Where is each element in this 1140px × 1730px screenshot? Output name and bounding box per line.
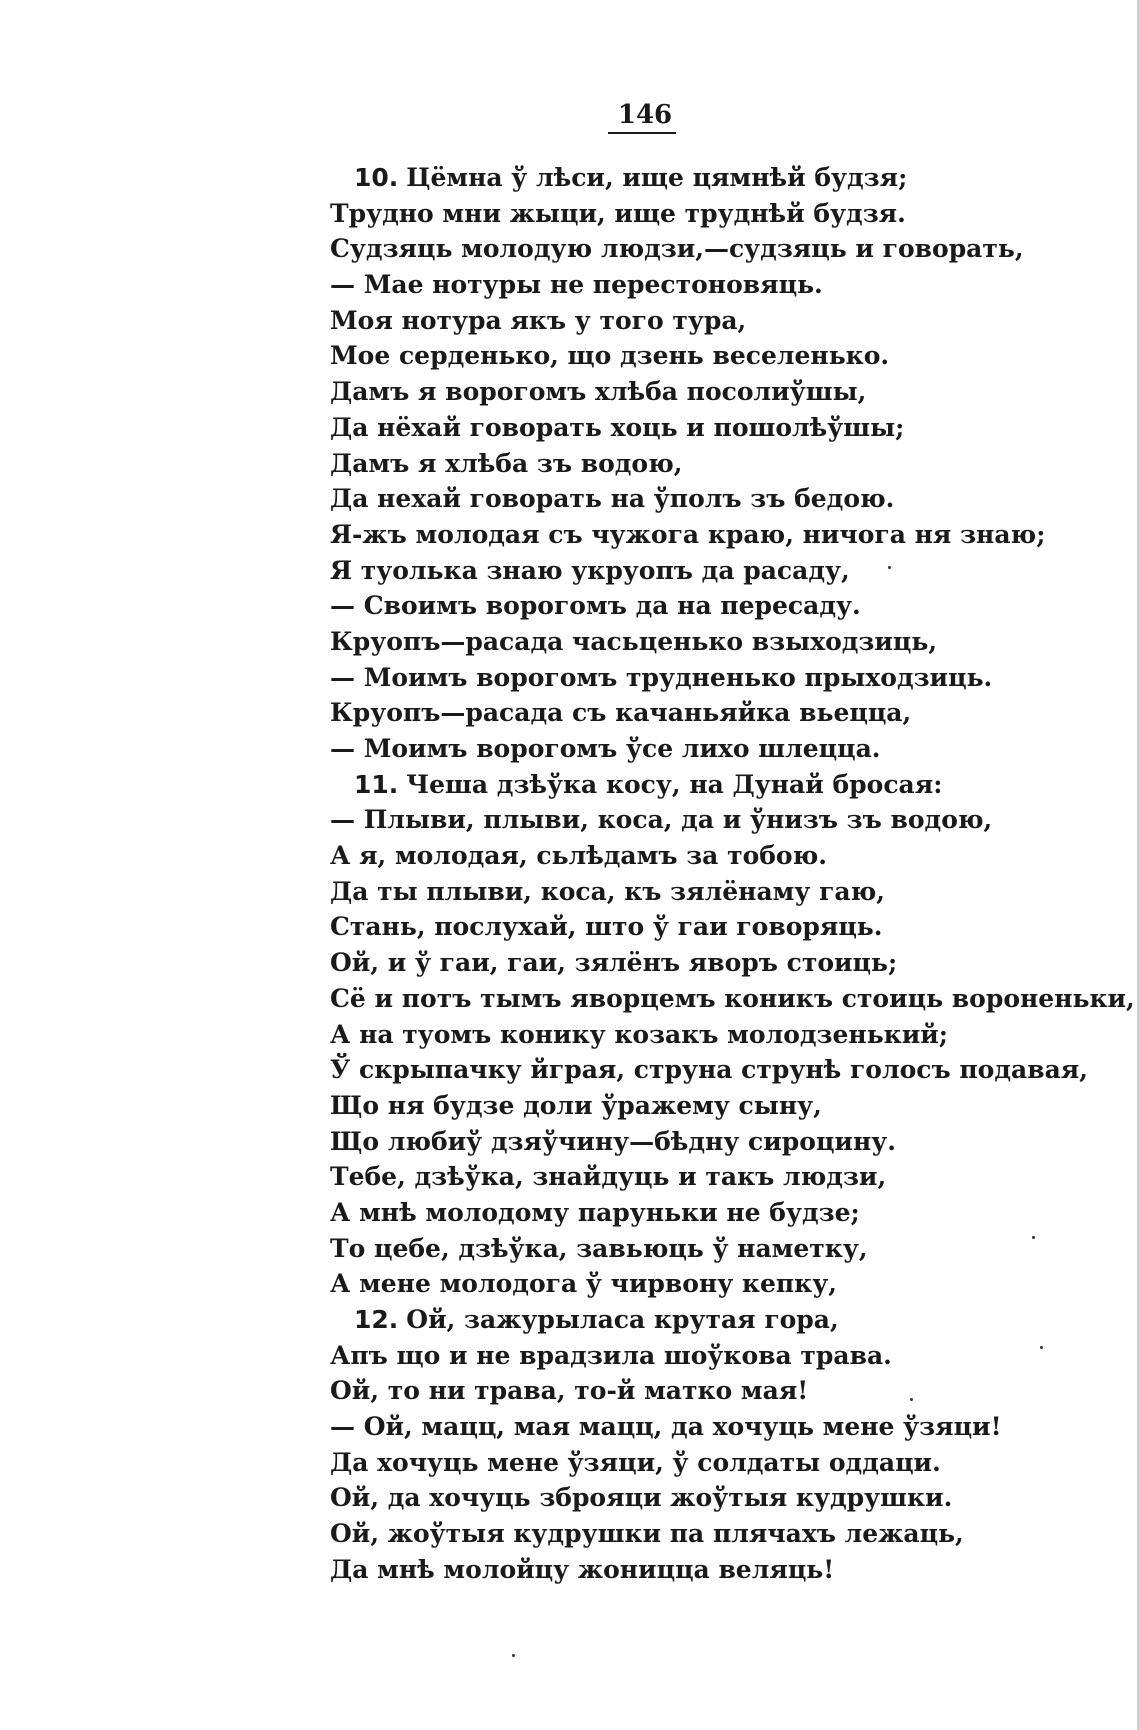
text-line <box>330 517 1046 553</box>
text-line <box>330 945 1030 981</box>
line-text: Круопъ—расада съ качаньяйка вьецца, <box>330 698 912 728</box>
line-text: — Мае нотуры не перестоновяць. <box>330 270 823 300</box>
line-text: Да нёхай говорать хоць и пошолѣўшы; <box>330 412 905 442</box>
line-text: Судзяць молодую людзи,—судзяць и говорать, <box>330 234 1024 264</box>
line-text: — Ой, мацц, мая мацц, да хочуць мене ўзяци! <box>330 1412 1002 1442</box>
text-line <box>330 267 1030 303</box>
print-speck <box>1040 1346 1043 1349</box>
line-text: — Плыви, плыви, коса, да и ўнизъ зъ водою, <box>330 805 993 835</box>
line-text: — Моимъ ворогомъ ўсе лихо шлецца. <box>330 734 881 763</box>
text-line <box>330 1088 1030 1124</box>
stanza-number: 12. <box>354 1305 399 1334</box>
text-line <box>330 695 1030 731</box>
line-text: Круопъ—расада часьценько взыходзиць, <box>330 626 938 656</box>
text-line <box>330 1445 1030 1481</box>
line-text: Мое серденько, що дзень веселенько. <box>330 341 890 371</box>
line-text: Я туолька знаю укруопъ да расаду, <box>330 555 850 585</box>
text-line <box>330 874 1030 910</box>
stanza-start-line <box>330 1302 1030 1338</box>
text-line <box>330 731 1030 767</box>
line-text: Ой, то ни трава, то-й матко мая! <box>330 1376 809 1406</box>
text-line <box>330 624 1030 660</box>
text-line <box>330 838 1030 874</box>
line-text: Чеша дзѣўка косу, на Дунай бросая: <box>406 769 943 799</box>
line-text: Трудно мни жыци, ище труднѣй будзя. <box>330 198 906 228</box>
text-line <box>330 1516 1030 1552</box>
text-line <box>330 1017 1030 1053</box>
line-text: А мене молодога ў чирвону кепку, <box>330 1269 837 1299</box>
text-line <box>330 588 1030 624</box>
stanza-start-line <box>330 160 1030 196</box>
text-line <box>330 909 1030 945</box>
line-text: Дамъ я ворогомъ хлѣба посолиўшы, <box>330 377 867 407</box>
line-text: Ой, и ў гаи, гаи, зялёнъ яворъ стоиць; <box>330 948 898 978</box>
print-speck <box>888 566 891 569</box>
line-text: Да нехай говорать на ўполъ зъ бедою. <box>330 484 895 514</box>
line-text: Тебе, дзѣўка, знайдуць и такъ людзи, <box>330 1162 887 1192</box>
text-line <box>330 981 1135 1017</box>
text-line <box>330 410 1030 446</box>
line-text: То цебе, дзѣўка, завьюць ў наметку, <box>330 1233 868 1263</box>
text-line <box>330 660 1030 696</box>
line-text: Моя нотура якъ у того тура, <box>330 305 747 335</box>
line-text: А я, молодая, сьлѣдамъ за тобою. <box>330 841 827 871</box>
poem-text <box>330 160 1135 1588</box>
text-line <box>330 374 1030 410</box>
text-line <box>330 303 1030 339</box>
text-line <box>330 1159 1030 1195</box>
line-text: Дамъ я хлѣба зъ водою, <box>330 448 683 478</box>
line-text: Ой, жоўтыя кудрушки па плячахъ лежаць, <box>330 1519 964 1549</box>
text-line <box>330 1195 1030 1231</box>
line-text: Да хочуць мене ўзяци, ў солдаты оддаци. <box>330 1447 941 1477</box>
line-text: Що ня будзе доли ўражему сыну, <box>330 1090 822 1120</box>
line-text: Що любиў дзяўчину—бѣдну сироцину. <box>330 1126 896 1156</box>
text-line <box>330 1338 1030 1374</box>
line-text: Ў скрыпачку йграя, струна струнѣ голосъ подавая, <box>330 1055 1088 1085</box>
text-line <box>330 338 1030 374</box>
print-speck <box>512 1654 515 1657</box>
text-line <box>330 1052 1088 1088</box>
text-line <box>330 481 1030 517</box>
text-line <box>330 1552 1030 1588</box>
text-line <box>330 1409 1030 1445</box>
line-text: Стань, послухай, што ў гаи говоряць. <box>330 912 883 942</box>
print-speck <box>910 1398 913 1401</box>
line-text: Я-жъ молодая съ чужога краю, ничога ня знаю; <box>330 519 1046 549</box>
text-line <box>330 1373 1030 1409</box>
text-line <box>330 802 1030 838</box>
line-text: — Моимъ ворогомъ трудненько прыходзиць. <box>330 662 993 692</box>
text-line <box>330 1124 1030 1160</box>
text-line <box>330 553 1030 589</box>
text-line <box>330 231 1030 267</box>
text-line <box>330 1231 1030 1267</box>
line-text: — Своимъ ворогомъ да на пересаду. <box>330 591 861 621</box>
text-line <box>330 1480 1030 1516</box>
line-text: Да мнѣ молойцу жоницца веляць! <box>330 1554 835 1584</box>
line-text: Ой, да хочуць зброяци жоўтыя кудрушки. <box>330 1483 953 1513</box>
page-number: 146 <box>617 100 673 130</box>
page-number-underline <box>608 132 676 134</box>
line-text: Цёмна ў лѣси, ище цямнѣй будзя; <box>406 163 908 192</box>
print-speck <box>1032 1236 1035 1239</box>
text-line <box>330 196 1030 232</box>
line-text: Ой, зажурылаcа крутая гора, <box>406 1305 839 1334</box>
line-text: Да ты плыви, коса, къ зялёнаму гаю, <box>330 876 885 906</box>
line-text: А мнѣ молодому паруньки не будзе; <box>330 1197 860 1227</box>
text-line <box>330 1266 1030 1302</box>
text-line <box>330 446 1030 482</box>
stanza-number: 10. <box>354 163 399 192</box>
stanza-start-line <box>330 767 1030 803</box>
line-text: Сё и потъ тымъ яворцемъ коникъ стоиць вороненьки, <box>330 983 1135 1013</box>
line-text: А на туомъ конику козакъ молодзенький; <box>330 1019 949 1049</box>
stanza-number: 11. <box>354 769 399 799</box>
line-text: Апъ що и не врадзила шоўкова трава. <box>330 1340 892 1370</box>
